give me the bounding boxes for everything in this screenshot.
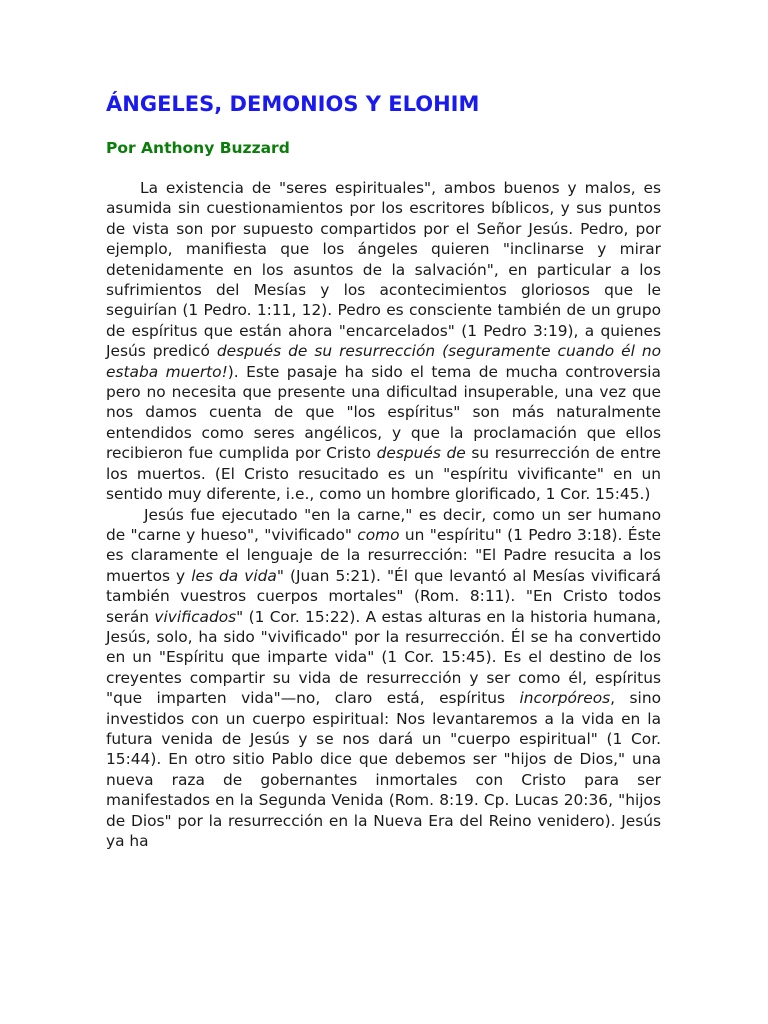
paragraph-text: " (1 Cor. 15:22). A estas alturas en la historia humana, Jesús, solo, ha sido "vivificado" por la resurrección. Él se ha convertido en un "Espíritu que imparte vida" (1 Cor. 15:45). Es el destino de los creyentes compartir su vida de resurrección y ser como él, espíritus "que imparten vida"—no, claro está, espíritus: [106, 607, 661, 708]
document-author: Por Anthony Buzzard: [106, 139, 290, 157]
paragraph-italic-text: les da vida: [191, 566, 277, 585]
document-page: [106, 90, 661, 851]
paragraph-text: su resurrección de entre los muertos. (El Cristo resucitado es un "espíritu vivificante" en un sentido muy diferente, i.e., como un hombre glorificado, 1 Cor. 15:45.): [106, 444, 661, 504]
paragraph-2: [106, 505, 661, 852]
paragraph-text: , sino investidos con un cuerpo espiritual: Nos levantaremos a la vida en la futura venida de Jesús y se nos dará un "cuerpo espiritual" (1 Cor. 15:44). En otro sitio Pablo dice que debemos ser "hijos de Dios," una nueva raza de gobernantes inmortales con Cristo para ser manifestados en la Segunda Venida (Rom. 8:19. Cp. Lucas 20:36, "hijos de Dios" por la resurrección en la Nueva Era del Reino venidero). Jesús ya ha: [106, 689, 661, 850]
paragraph-text: " (Juan 5:21). "Él que levantó al Mesías vivificará también vuestros cuerpos mortales" (Rom. 8:11). "En Cristo todos serán: [106, 566, 661, 626]
document-title: ÁNGELES, DEMONIOS Y ELOHIM: [106, 92, 480, 116]
document-body: [106, 178, 661, 851]
paragraph-italic-text: incorpóreos: [519, 689, 611, 708]
paragraph-text: La existencia de "seres espirituales", ambos buenos y malos, es asumida sin cuestionamientos por los escritores bíblicos, y sus puntos de vista son por supuesto compartidos por el Señor Jesús. Pedro, por ejemplo, manifiesta que los ángeles quieren "inclinarse y mirar detenidamente en los asuntos de la salvación", en particular a los sufrimientos del Mesías y los acontecimientos gloriosos que le seguirían (1 Pedro. 1:11, 12). Pedro es consciente también de un grupo de espíritus que están ahora "encarcelados" (1 Pedro 3:19), a quienes Jesús predicó: [106, 179, 661, 361]
paragraph-text: ). Este pasaje ha sido el tema de mucha controversia pero no necesita que presente una dificultad insuperable, una vez que nos damos cuenta de que "los espíritus" son más naturalmente entendidos como seres angélicos, y que la proclamación que ellos recibieron fue cumplida por Cristo: [106, 362, 661, 463]
paragraph-italic-text: después de: [376, 444, 466, 463]
paragraph-1: [106, 178, 661, 505]
paragraph-text: un "espíritu" (1 Pedro 3:18). Éste es claramente el lenguaje de la resurrección: "El Padre resucita a los muertos y: [106, 525, 661, 585]
paragraph-italic-text: como: [357, 525, 400, 544]
paragraph-italic-text: vivificados: [154, 607, 237, 626]
paragraph-italic-text: después de su resurrección (seguramente cuando él no estaba muerto!: [106, 342, 661, 381]
paragraph-text: Jesús fue ejecutado "en la carne," es decir, como un ser humano de "carne y hueso", "vivificado": [106, 505, 661, 544]
